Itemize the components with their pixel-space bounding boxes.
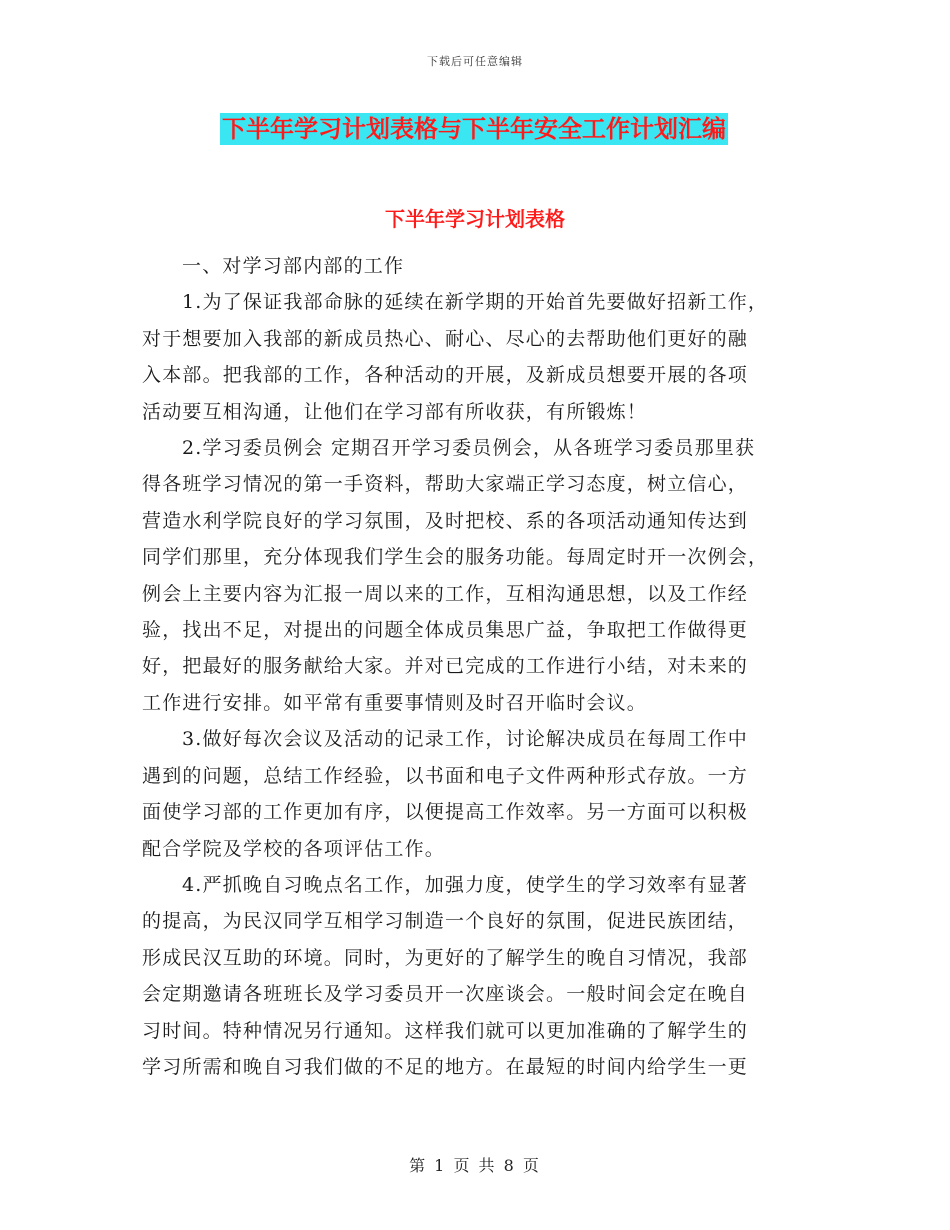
paragraph-4 <box>142 867 814 1085</box>
paragraph-line: 配合学院及学校的各项评估工作。 <box>142 837 446 860</box>
paragraph-line: 营造水利学院良好的学习氛围，及时把校、系的各项活动通知传达到 <box>142 509 749 532</box>
paragraph-line: 3.做好每次会议及活动的记录工作，讨论解决成员在每周工作中 <box>182 728 748 751</box>
paragraph-line: 习时间。特种情况另行通知。这样我们就可以更加准确的了解学生的 <box>142 1019 749 1042</box>
paragraph-line: 入本部。把我部的工作，各种活动的开展，及新成员想要开展的各项 <box>142 364 749 387</box>
document-body <box>142 248 814 1085</box>
paragraph-line: 验，找出不足，对提出的问题全体成员集思广益，争取把工作做得更 <box>142 619 749 642</box>
paragraph-line: 1.为了保证我部命脉的延续在新学期的开始首先要做好招新工作， <box>182 291 769 314</box>
page-number: 第 1 页 共 8 页 <box>409 1156 541 1175</box>
heading-1: 一、对学习部内部的工作 <box>182 255 405 277</box>
paragraph-2 <box>142 430 814 721</box>
paragraph-line: 对于想要加入我部的新成员热心、耐心、尽心的去帮助他们更好的融 <box>142 327 749 350</box>
paragraph-line: 同学们那里，充分体现我们学生会的服务功能。每周定时开一次例会， <box>142 546 769 569</box>
paragraph-line: 面使学习部的工作更加有序，以便提高工作效率。另一方面可以积极 <box>142 801 749 824</box>
paragraph-line: 得各班学习情况的第一手资料，帮助大家端正学习态度，树立信心， <box>142 473 749 496</box>
paragraph-line: 的提高，为民汉同学互相学习制造一个良好的氛围，促进民族团结， <box>142 910 749 933</box>
paragraph-line: 例会上主要内容为汇报一周以来的工作，互相沟通思想，以及工作经 <box>142 582 749 605</box>
paragraph-line: 遇到的问题，总结工作经验，以书面和电子文件两种形式存放。一方 <box>142 764 749 787</box>
paragraph-line: 活动要互相沟通，让他们在学习部有所收获，有所锻炼！ <box>142 400 648 423</box>
paragraph-line: 形成民汉互助的环境。同时，为更好的了解学生的晚自习情况，我部 <box>142 946 749 969</box>
paragraph-line: 2.学习委员例会 定期召开学习委员例会，从各班学习委员那里获 <box>182 437 756 460</box>
paragraph-line: 会定期邀请各班班长及学习委员开一次座谈会。一般时间会定在晚自 <box>142 983 749 1006</box>
paragraph-3 <box>142 721 814 867</box>
document-title: 下半年学习计划表格与下半年安全工作计划汇编 <box>222 115 726 143</box>
paragraph-line: 工作进行安排。如平常有重要事情则及时召开临时会议。 <box>142 691 648 714</box>
paragraph-line: 4.严抓晚自习晚点名工作，加强力度，使学生的学习效率有显著 <box>182 873 748 896</box>
paragraph-1 <box>142 284 814 430</box>
header-note: 下载后可任意编辑 <box>427 55 523 68</box>
paragraph-line: 学习所需和晚自习我们做的不足的地方。在最短的时间内给学生一更 <box>142 1055 749 1078</box>
paragraph-line: 好，把最好的服务献给大家。并对已完成的工作进行小结，对未来的 <box>142 655 749 678</box>
section-title: 下半年学习计划表格 <box>385 207 565 231</box>
